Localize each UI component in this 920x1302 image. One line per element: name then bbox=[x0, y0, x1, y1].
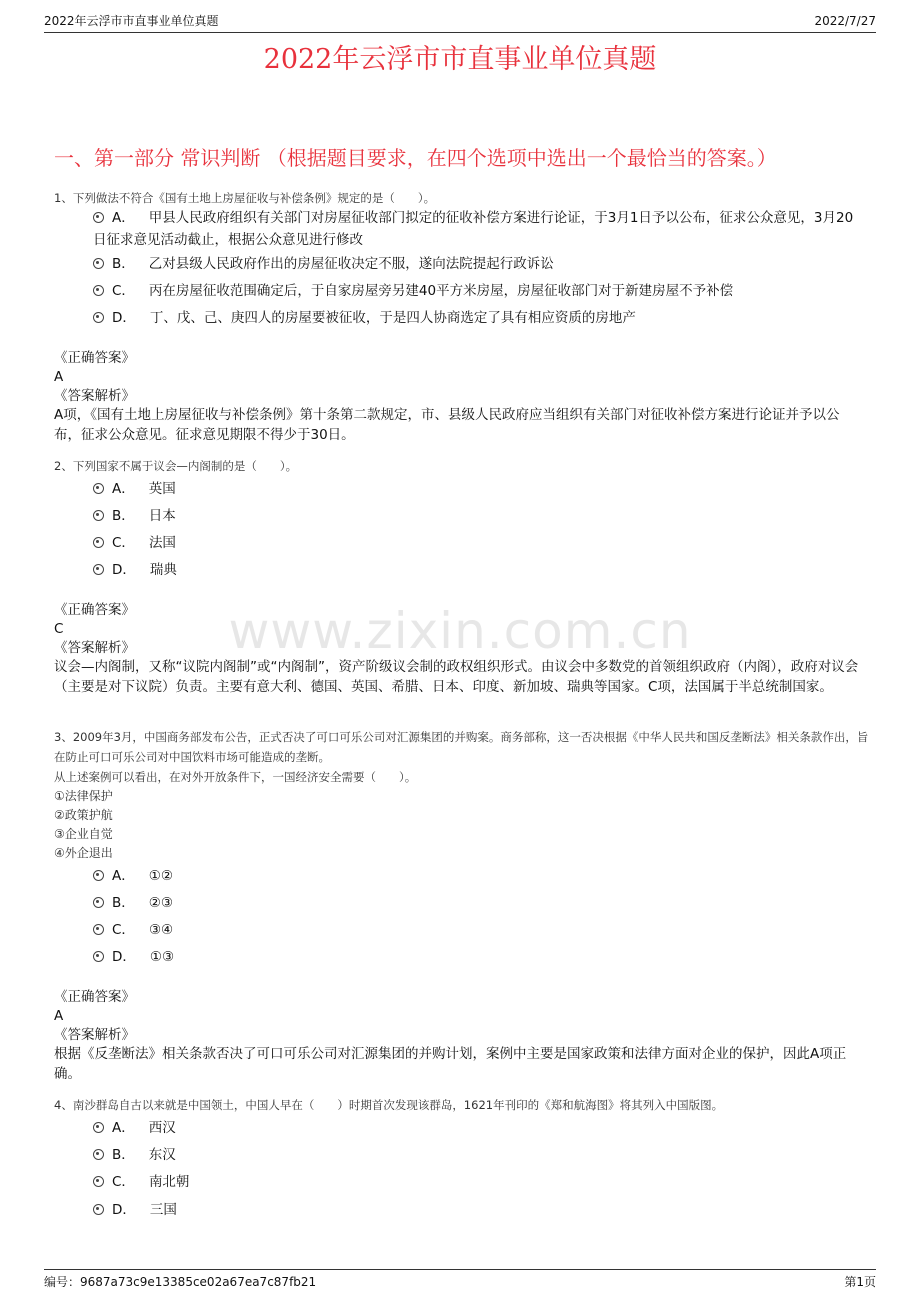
radio-icon[interactable] bbox=[93, 870, 104, 881]
header-date: 2022/7/27 bbox=[814, 14, 876, 28]
radio-icon[interactable] bbox=[93, 1122, 104, 1133]
statement-item: ③企业自觉 bbox=[54, 827, 113, 841]
option-d[interactable] bbox=[93, 1199, 863, 1221]
question-stem: 4、南沙群岛自古以来就是中国领土，中国人早在（ ）时期首次发现该群岛，1621年刊印的《郑和航海图》将其列入中国版图。 bbox=[54, 1098, 724, 1112]
radio-icon[interactable] bbox=[93, 312, 104, 323]
option-text: 瑞典 bbox=[149, 562, 177, 578]
option-text: 法国 bbox=[148, 535, 176, 551]
option-text: 日本 bbox=[148, 508, 176, 524]
analysis-text: 根据《反垄断法》相关条款否决了可口可乐公司对汇源集团的并购计划，案例中主要是国家政策和法律方面对企业的保护，因此A项正确。 bbox=[54, 1046, 847, 1082]
option-text: ①② bbox=[148, 868, 173, 884]
option-d[interactable] bbox=[93, 307, 863, 329]
option-a[interactable] bbox=[93, 207, 863, 251]
option-text: 甲县人民政府组织有关部门对房屋征收部门拟定的征收补偿方案进行论证，于3月1日予以公布，征求公众意见，3月20日征求意见活动截止，根据公众意见进行修改 bbox=[93, 210, 854, 248]
option-text: 东汉 bbox=[148, 1147, 176, 1163]
option-text: ①③ bbox=[149, 949, 175, 965]
option-letter: C． bbox=[112, 1174, 135, 1190]
answer-label: 《正确答案》 bbox=[54, 350, 135, 366]
analysis-label: 《答案解析》 bbox=[54, 640, 135, 656]
option-text: 三国 bbox=[149, 1202, 177, 1218]
option-text: 丁、戊、己、庚四人的房屋要被征收，于是四人协商选定了具有相应资质的房地产 bbox=[149, 310, 636, 326]
radio-icon[interactable] bbox=[93, 1204, 104, 1215]
radio-icon[interactable] bbox=[93, 510, 104, 521]
option-letter: D． bbox=[112, 310, 136, 326]
option-letter: A． bbox=[112, 210, 135, 226]
option-c[interactable] bbox=[93, 280, 863, 302]
radio-icon[interactable] bbox=[93, 483, 104, 494]
option-a[interactable] bbox=[93, 1117, 863, 1139]
option-b[interactable] bbox=[93, 505, 863, 527]
option-letter: C． bbox=[112, 922, 135, 938]
option-letter: D． bbox=[112, 1202, 136, 1218]
option-text: 乙对县级人民政府作出的房屋征收决定不服，遂向法院提起行政诉讼 bbox=[148, 256, 554, 272]
analysis-label: 《答案解析》 bbox=[54, 388, 135, 404]
option-a[interactable] bbox=[93, 865, 863, 887]
radio-icon[interactable] bbox=[93, 285, 104, 296]
header-doc-title: 2022年云浮市市直事业单位真题 bbox=[44, 14, 219, 28]
option-letter: A． bbox=[112, 1120, 135, 1136]
statement-item: ④外企退出 bbox=[54, 846, 113, 860]
option-c[interactable] bbox=[93, 919, 863, 941]
question-stem: 1、下列做法不符合《国有土地上房屋征收与补偿条例》规定的是（ ）。 bbox=[54, 191, 436, 205]
answer-label: 《正确答案》 bbox=[54, 602, 135, 618]
analysis-text: 议会—内阁制，又称“议院内阁制”或“内阁制”，资产阶级议会制的政权组织形式。由议会中多数党的首领组织政府（内阁），政府对议会（主要是对下议院）负责。主要有意大利、德国、英国、希腊、日本、印度、新加坡、瑞典等国家。C项，法国属于半总统制国家。 bbox=[54, 659, 859, 695]
option-letter: B． bbox=[112, 256, 135, 272]
option-b[interactable] bbox=[93, 1144, 863, 1166]
question-stem-2: 从上述案例可以看出，在对外开放条件下，一国经济安全需要（ ）。 bbox=[54, 770, 417, 784]
option-letter: D． bbox=[112, 949, 136, 965]
analysis-text: A项，《国有土地上房屋征收与补偿条例》第十条第二款规定，市、县级人民政府应当组织有关部门对征收补偿方案进行论证并予以公布，征求公众意见。征求意见期限不得少于30日。 bbox=[54, 407, 840, 443]
page-title: 2022年云浮市市直事业单位真题 bbox=[263, 44, 657, 75]
option-d[interactable] bbox=[93, 559, 863, 581]
radio-icon[interactable] bbox=[93, 258, 104, 269]
option-letter: A． bbox=[112, 868, 135, 884]
analysis-label: 《答案解析》 bbox=[54, 1027, 135, 1043]
option-d[interactable] bbox=[93, 946, 863, 968]
radio-icon[interactable] bbox=[93, 897, 104, 908]
page-header bbox=[44, 10, 876, 33]
section-heading: 一、第一部分 常识判断 （根据题目要求，在四个选项中选出一个最恰当的答案。） bbox=[54, 146, 777, 170]
footer-page-number: 第1页 bbox=[844, 1275, 876, 1289]
statement-item: ②政策护航 bbox=[54, 808, 113, 822]
option-b[interactable] bbox=[93, 253, 863, 275]
answer-value: A bbox=[54, 369, 64, 385]
footer-doc-id: 编号：9687a73c9e13385ce02a67ea7c87fb21 bbox=[44, 1275, 317, 1289]
option-c[interactable] bbox=[93, 532, 863, 554]
option-letter: D． bbox=[112, 562, 136, 578]
option-c[interactable] bbox=[93, 1171, 863, 1193]
answer-value: A bbox=[54, 1008, 64, 1024]
option-letter: B． bbox=[112, 895, 135, 911]
question-stem: 3、2009年3月，中国商务部发布公告，正式否决了可口可乐公司对汇源集团的并购案。商务部称，这一否决根据《中华人民共和国反垄断法》相关条款作出，旨在防止可口可乐公司对中国饮料市场可能造成的垄断。 bbox=[54, 730, 869, 764]
radio-icon[interactable] bbox=[93, 951, 104, 962]
radio-icon[interactable] bbox=[93, 537, 104, 548]
option-text: 英国 bbox=[148, 481, 176, 497]
radio-icon[interactable] bbox=[93, 924, 104, 935]
option-text: ②③ bbox=[148, 895, 173, 911]
question-stem: 2、下列国家不属于议会—内阁制的是（ ）。 bbox=[54, 459, 298, 473]
option-a[interactable] bbox=[93, 478, 863, 500]
radio-icon[interactable] bbox=[93, 212, 104, 223]
watermark: www.zixin.com.cn bbox=[228, 602, 692, 660]
radio-icon[interactable] bbox=[93, 1149, 104, 1160]
radio-icon[interactable] bbox=[93, 1176, 104, 1187]
statement-item: ①法律保护 bbox=[54, 789, 113, 803]
option-text: 丙在房屋征收范围确定后，于自家房屋旁另建40平方米房屋，房屋征收部门对于新建房屋不予补偿 bbox=[148, 283, 734, 299]
option-letter: C． bbox=[112, 535, 135, 551]
option-letter: A． bbox=[112, 481, 135, 497]
option-letter: C． bbox=[112, 283, 135, 299]
page-footer bbox=[44, 1269, 876, 1292]
option-letter: B． bbox=[112, 508, 135, 524]
radio-icon[interactable] bbox=[93, 564, 104, 575]
option-text: ③④ bbox=[148, 922, 174, 938]
option-text: 西汉 bbox=[148, 1120, 176, 1136]
option-text: 南北朝 bbox=[148, 1174, 190, 1190]
answer-label: 《正确答案》 bbox=[54, 989, 135, 1005]
answer-value: C bbox=[54, 621, 64, 637]
option-b[interactable] bbox=[93, 892, 863, 914]
option-letter: B． bbox=[112, 1147, 135, 1163]
